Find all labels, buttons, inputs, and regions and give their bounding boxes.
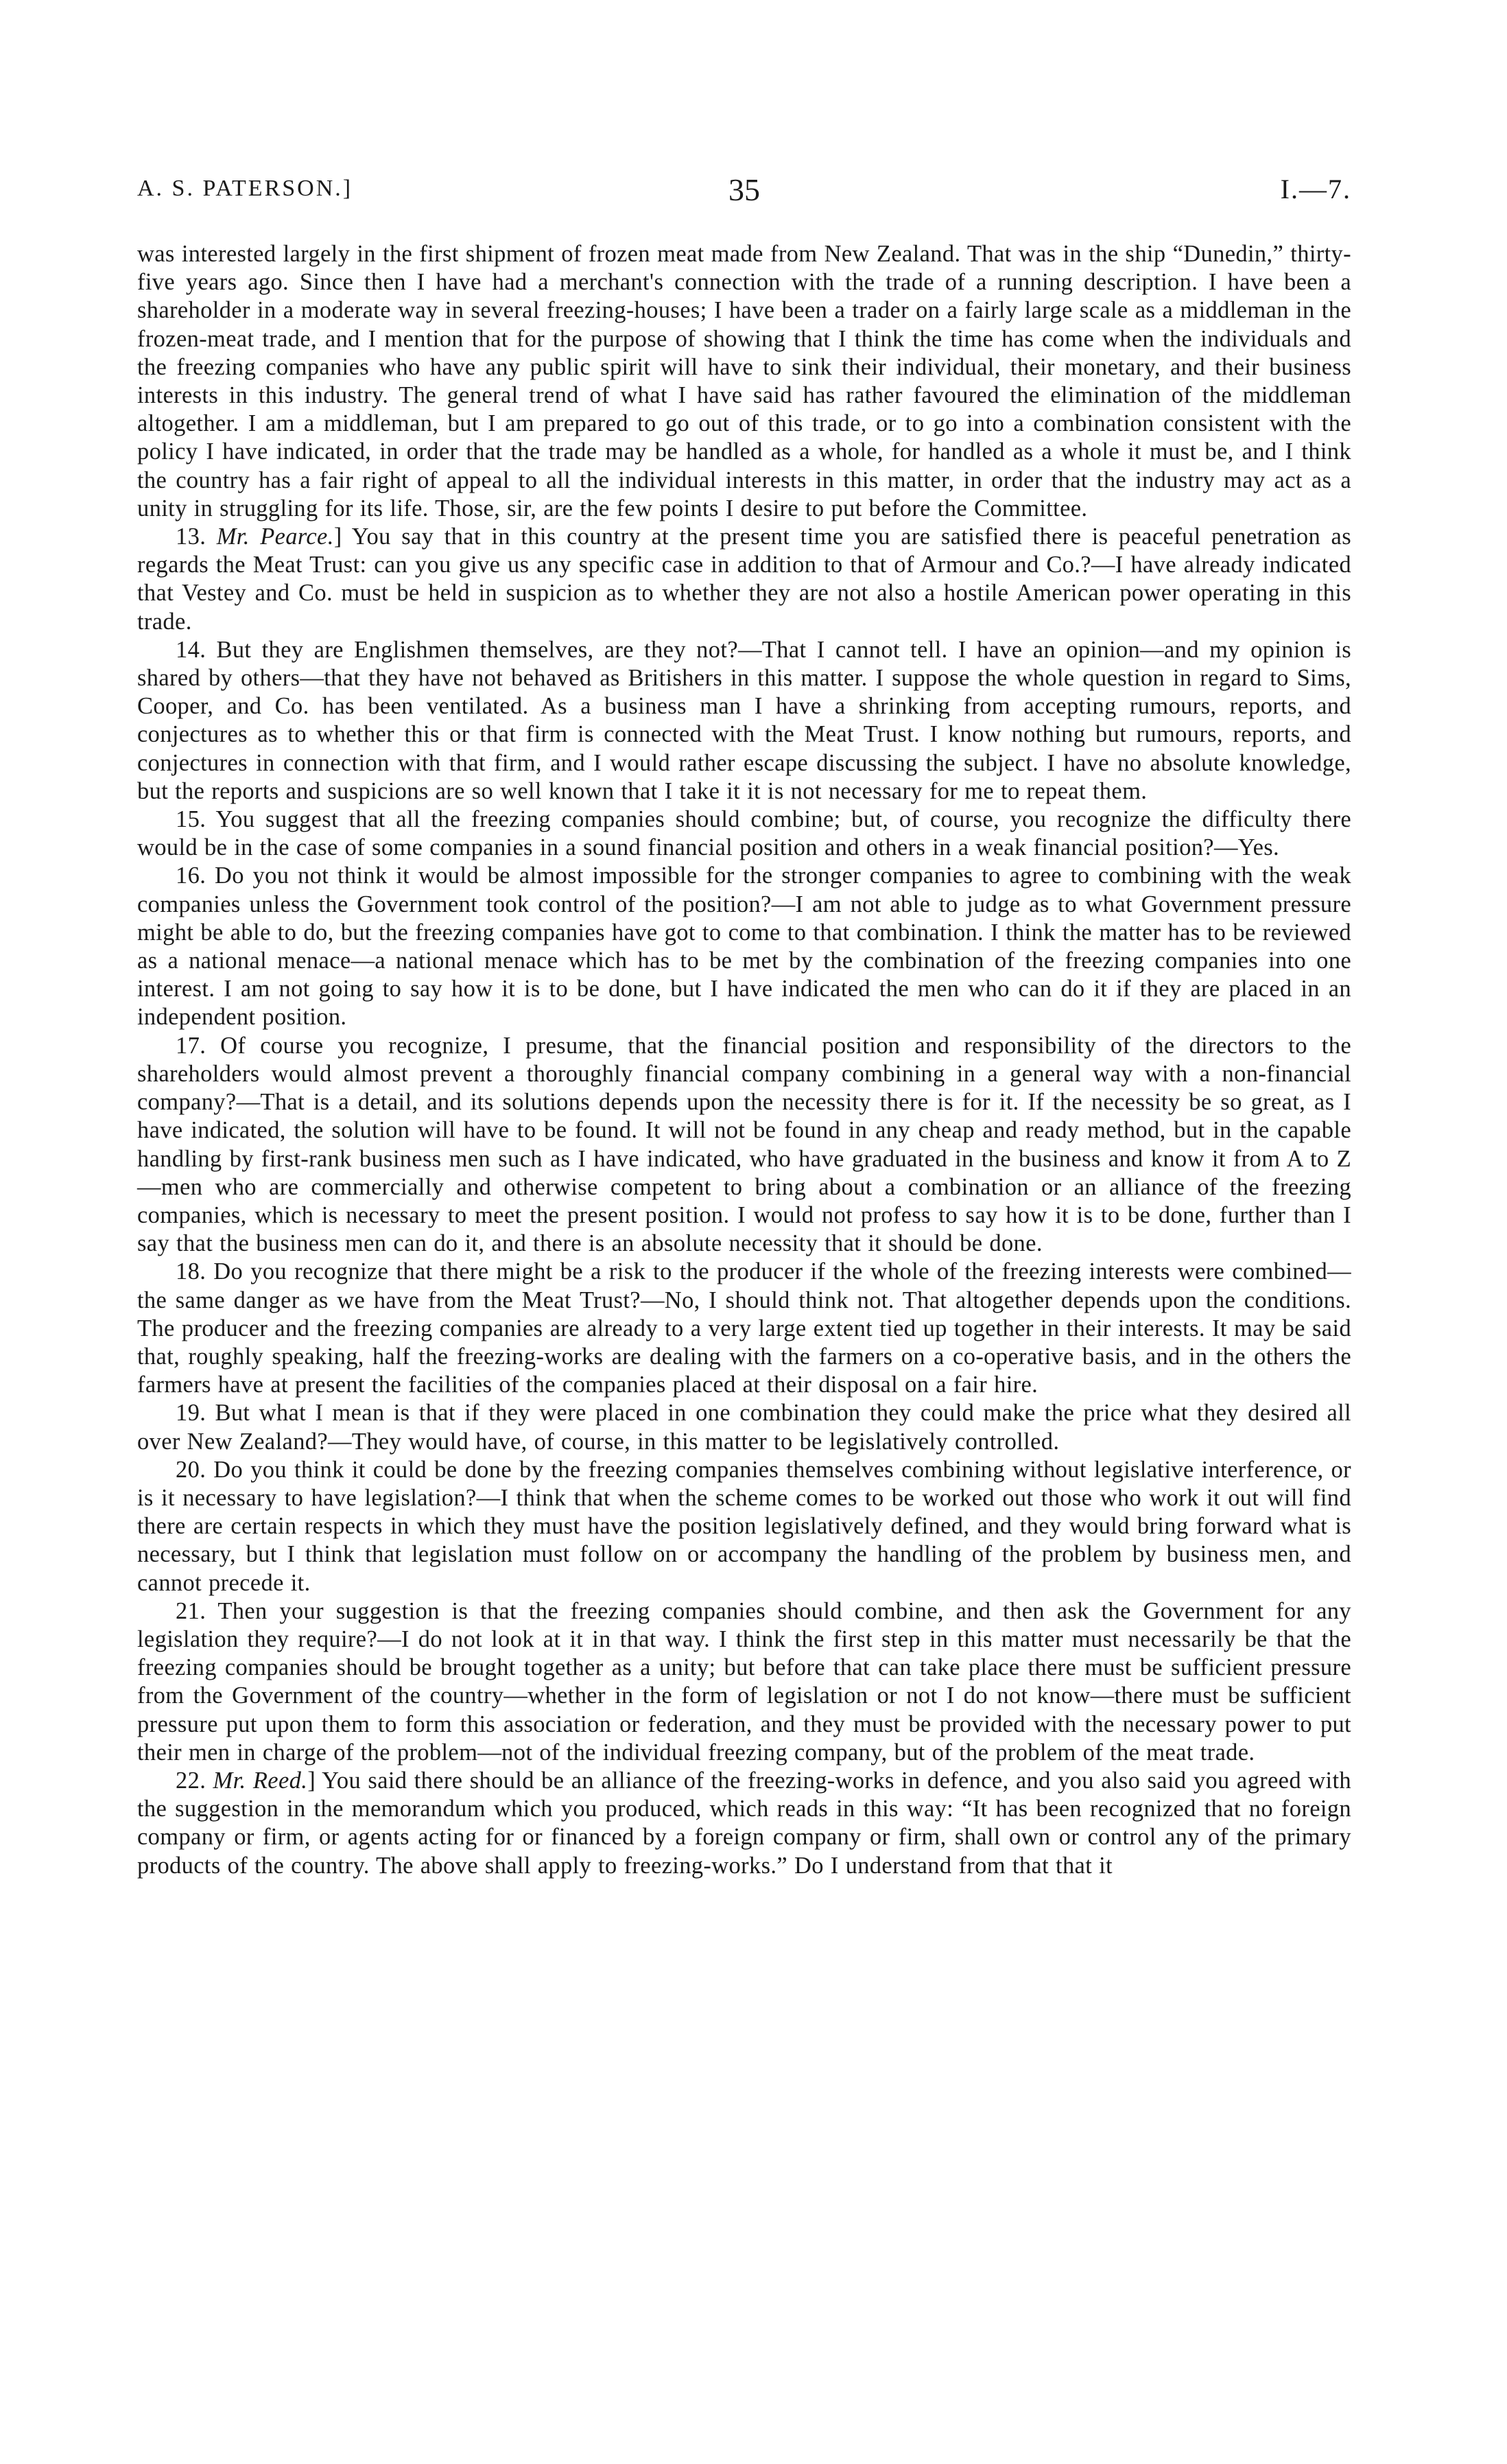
question-number: 13. <box>176 524 206 550</box>
question-18 <box>137 1258 1351 1399</box>
question-22: 22. Mr. Reed.] You said there should be an alliance of the freezing-works in defence, and you also said you agreed with the suggestion in the memorandum which you produced, which reads in this way: “It has been recognized that no foreign company or firm, or agents acting for or financed by a foreign company or firm, shall own or control any of the primary products of the country. The above shall apply to freezing-works.” Do I understand from that that it <box>137 1767 1351 1879</box>
paragraph-text: You say that in this country at the present time you are satisfied there is peaceful penetration as regards the Meat Trust: can you give us any specific case in addition to that of Armour and Co.?—I have already indicated that Vestey and Co. must be held in suspicion as to whether they are not also a hostile American power operating in this trade. <box>137 524 1351 635</box>
paragraph-text: Of course you recognize, I presume, that the financial position and responsibility of the directors to the shareholders would almost prevent a thoroughly financial company combining in a general way with a non-financial company?—That is a detail, and its solutions depends upon the necessity there is for it. If the necessity be so great, as I have indicated, the solution will have to be found. It will not be found in any cheap and ready method, but in the capable handling by first-rank business men such as I have indicated, who have graduated in the business and know it from A to Z—men who are commercially and otherwise competent to bring about a combination or an alliance of the freezing companies, which is necessary to meet the present position. I would not profess to say how it is to be done, further than I say that the business men can do it, and there is an absolute necessity that it should be done. <box>137 1032 1351 1257</box>
speaker-name: Mr. Reed. <box>213 1767 308 1794</box>
question-number: 20. <box>176 1456 206 1483</box>
question-number: 19. <box>176 1400 206 1427</box>
paragraph-text: You said there should be an alliance of the freezing-works in defence, and you also said you agreed with the suggestion in the memorandum which you produced, which reads in this way: “It has been recognized that no foreign company or firm, or agents acting for or financed by a foreign company or firm, shall own or control any of the primary products of the country. The above shall apply to freezing-works.” Do I understand from that that it <box>137 1767 1351 1879</box>
question-21 <box>137 1597 1351 1767</box>
question-number: 22. <box>176 1767 206 1794</box>
running-header <box>137 172 1351 213</box>
question-14 <box>137 636 1351 806</box>
paragraph-text: Then your suggestion is that the freezing companies should combine, and then ask the Government for any legislation they require?—I do not look at it in that way. I think the first step in this matter must necessarily be that the freezing companies should be brought together as a unity; but before that can take place there must be sufficient pressure from the Government of the country—whether in the form of legislation or not I do not know—there must be sufficient pressure put upon them to form this association or federation, and they must be provided with the necessary power to put their men in charge of the problem—not of the individual freezing company, but of the problem of the meat trade. <box>137 1597 1351 1765</box>
paragraph-text: Do you think it could be done by the freezing companies themselves combining without legislative interference, or is it necessary to have legislation?—I think that when the scheme comes to be worked out those who work it out will find there are certain respects in which they must have the position legislatively defined, and they would bring forward what is necessary, but I think that legislation must follow on or accompany the handling of the problem by business men, and cannot precede it. <box>137 1456 1351 1596</box>
paragraph-text: But what I mean is that if they were placed in one combination they could make the price what they desired all over New Zealand?—They would have, of course, in this matter to be legislatively controlled. <box>137 1400 1351 1455</box>
question-20 <box>137 1456 1351 1597</box>
question-number: 15. <box>176 806 206 833</box>
question-13: 13. Mr. Pearce.] You say that in this country at the present time you are satisfied there is peaceful penetration as regards the Meat Trust: can you give us any specific case in addition to that of Armour and Co.?—I have already indicated that Vestey and Co. must be held in suspicion as to whether they are not also a hostile American power operating in this trade. <box>137 524 1351 635</box>
paragraph-text: But they are Englishmen themselves, are they not?—That I cannot tell. I have an opinion—and my opinion is shared by others—that they have not behaved as Britishers in this matter. I suppose the whole question in regard to Sims, Cooper, and Co. has been ventilated. As a business man I have a shrinking from accepting rumours, reports, and conjectures as to whether this or that firm is connected with the Meat Trust. I know nothing but rumours, reports, and conjectures in connection with that firm, and I would rather escape discussing the subject. I have no absolute knowledge, but the reports and suspicions are so well known that I take it it is not necessary for me to repeat them. <box>137 636 1351 804</box>
document-reference: I.—7. <box>1280 174 1351 204</box>
paragraph-text: was interested largely in the first shipment of frozen meat made from New Zealand. That was in the ship “Dunedin,” thirty-five years ago. Since then I have had a merchant's connection with the trade of a running description. I have been a shareholder in a moderate way in several freezing-houses; I have been a trader on a fairly large scale as a middleman in the frozen-meat trade, and I mention that for the purpose of showing that I think the time has come when the individuals and the freezing companies who have any public spirit will have to sink their individual, their monetary, and their business interests in this industry. The general trend of what I have said has rather favoured the elimination of the middleman altogether. I am a middleman, but I am prepared to go out of this trade, or to go into a combination consistent with the policy I have indicated, in order that the trade may be handled as a whole, for handled as a whole it must be, and I think the country has a fair right of appeal to all the individual interests in this matter, in order that the industry may act as a unity in struggling for its life. Those, sir, are the few points I desire to put before the Committee. <box>137 241 1351 521</box>
question-19 <box>137 1399 1351 1455</box>
paragraph-continuation <box>137 240 1351 523</box>
paragraph-text: Do you not think it would be almost impossible for the stronger companies to agree to combining with the weak companies unless the Government took control of the position?—I am not able to judge as to what Government pressure might be able to do, but the freezing companies have got to come to that combination. I think the matter has to be reviewed as a national menace—a national menace which has to be met by the combination of the freezing companies into one interest. I am not going to say how it is to be done, but I have indicated the men who can do it if they are placed in an independent position. <box>137 863 1351 1031</box>
page-number: 35 <box>728 172 760 207</box>
question-number: 16. <box>176 863 206 889</box>
question-15 <box>137 806 1351 862</box>
speaker-name: Mr. Pearce. <box>216 524 334 550</box>
witness-name-header: A. S. PATERSON.] <box>137 176 353 201</box>
paragraph-text: Do you recognize that there might be a risk to the producer if the whole of the freezing interests were combined—the same danger as we have from the Meat Trust?—No, I should think not. That altogether depends upon the conditions. The producer and the freezing companies are already to a very large extent tied up together in their interests. It may be said that, roughly speaking, half the freezing-works are dealing with the farmers on a co-operative basis, and in the others the farmers have at present the facilities of the companies placed at their disposal on a fair hire. <box>137 1258 1351 1398</box>
question-16 <box>137 862 1351 1031</box>
paragraph-text: You suggest that all the freezing companies should combine; but, of course, you recognize the difficulty there would be in the case of some companies in a sound financial position and others in a weak financial position?—Yes. <box>137 806 1351 861</box>
question-number: 21. <box>176 1597 206 1624</box>
question-17 <box>137 1032 1351 1258</box>
question-number: 17. <box>176 1032 206 1059</box>
question-number: 18. <box>176 1258 206 1285</box>
evidence-text <box>137 240 1351 1880</box>
question-number: 14. <box>176 636 206 663</box>
